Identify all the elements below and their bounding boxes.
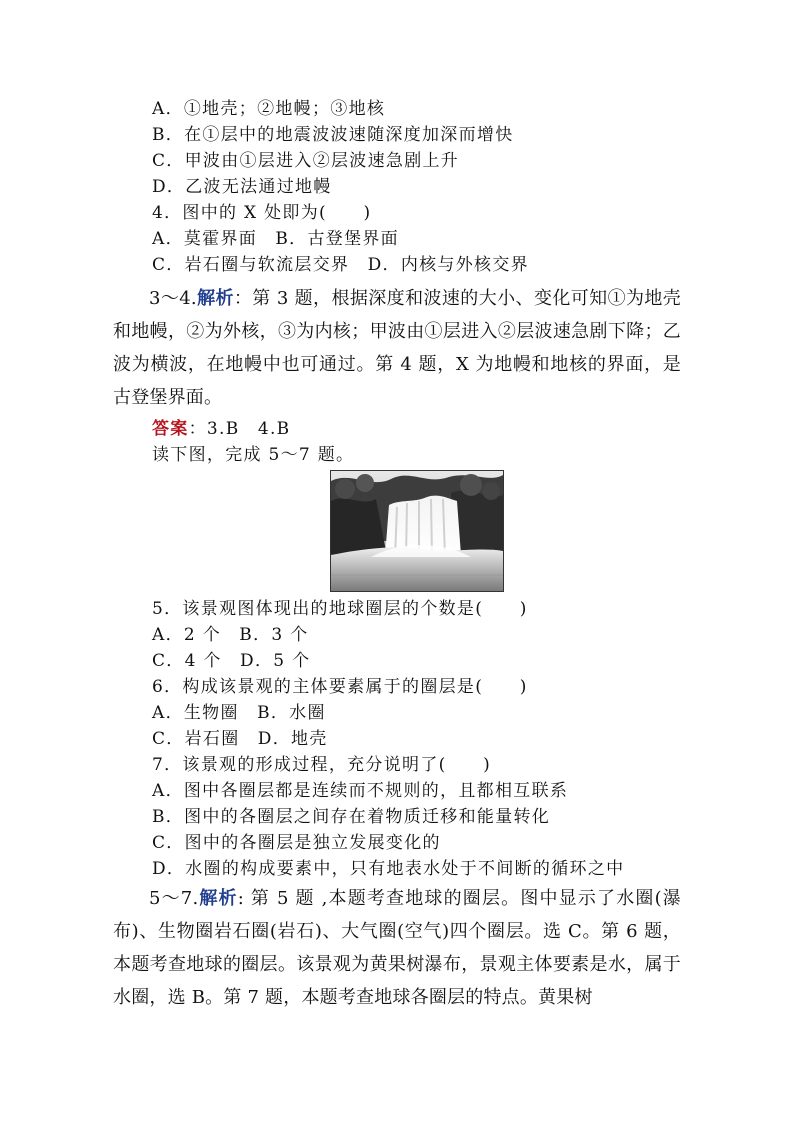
answer-3-4-text: ：3.B 4.B bbox=[188, 419, 291, 439]
q6-stem: 6．构成该景观的主体要素属于的圈层是( ) bbox=[152, 677, 528, 697]
q7-option-d: D．水圈的构成要素中，只有地表水处于不间断的循环之中 bbox=[152, 859, 625, 879]
q5-options-ab: A．2 个 B．3 个 bbox=[152, 625, 309, 645]
q7-option-b: B．图中的各圈层之间存在着物质迁移和能量转化 bbox=[152, 807, 551, 827]
analysis-5-7-prefix: 5～7. bbox=[149, 888, 199, 909]
q3-option-c: C．甲波由①层进入②层波速急剧上升 bbox=[152, 151, 460, 171]
q6-options-ab: A．生物圈 B．水圈 bbox=[152, 703, 326, 723]
q3-option-a: A．①地壳；②地幔；③地核 bbox=[152, 99, 386, 119]
analysis-3-4-text: ：第 3 题，根据深度和波速的大小、变化可知①为地壳和地幔，②为外核，③为内核；甲波由①层进入②层波速急剧下降；乙波为横波，在地幔中也可通过。第 4 题，X 为地幔和地核的界面，是古登堡界面。 bbox=[113, 288, 682, 408]
q3-option-b: B．在①层中的地震波波速随深度加深而增快 bbox=[152, 125, 514, 145]
q4-options-ab: A．莫霍界面 B．古登堡界面 bbox=[152, 229, 399, 249]
q3-option-d: D．乙波无法通过地幔 bbox=[152, 177, 332, 197]
q7-option-a: A．图中各圈层都是连续而不规则的，且都相互联系 bbox=[152, 781, 569, 801]
q6-options-cd: C．岩石圈 D．地壳 bbox=[152, 729, 328, 749]
answer-3-4 bbox=[152, 418, 290, 440]
waterfall-photo bbox=[330, 470, 504, 592]
q4-stem: 4．图中的 X 处即为( ) bbox=[152, 203, 372, 223]
analysis-5-7 bbox=[113, 882, 681, 1014]
analysis-3-4-keyword: 解析 bbox=[196, 288, 234, 309]
q5-stem: 5．该景观图体现出的地球圈层的个数是( ) bbox=[152, 599, 528, 619]
q5-options-cd: C．4 个 D．5 个 bbox=[152, 651, 311, 671]
analysis-3-4 bbox=[113, 282, 681, 414]
answer-3-4-keyword: 答案 bbox=[152, 419, 189, 439]
q7-stem: 7．该景观的形成过程，充分说明了( ) bbox=[152, 755, 492, 775]
analysis-3-4-prefix: 3～4. bbox=[149, 288, 197, 309]
q4-options-cd: C．岩石圈与软流层交界 D．内核与外核交界 bbox=[152, 255, 529, 275]
q7-option-c: C．图中的各圈层是独立发展变化的 bbox=[152, 833, 441, 853]
analysis-5-7-keyword: 解析 bbox=[198, 888, 238, 909]
read-prompt: 读下图，完成 5～7 题。 bbox=[152, 445, 355, 465]
waterfall-photo-icon bbox=[331, 471, 503, 591]
analysis-5-7-text: : 第 5 题 ,本题考查地球的圈层。图中显示了水圈(瀑布)、生物圈岩石圈(岩石)、大气圈(空气)四个圈层。选 C。第 6 题，本题考查地球的圈层。该景观为黄果树瀑布，景观主体要素是水，属于水圈，选 B。第 7 题，本题考查地球各圈层的特点。黄果树 bbox=[113, 888, 681, 1008]
